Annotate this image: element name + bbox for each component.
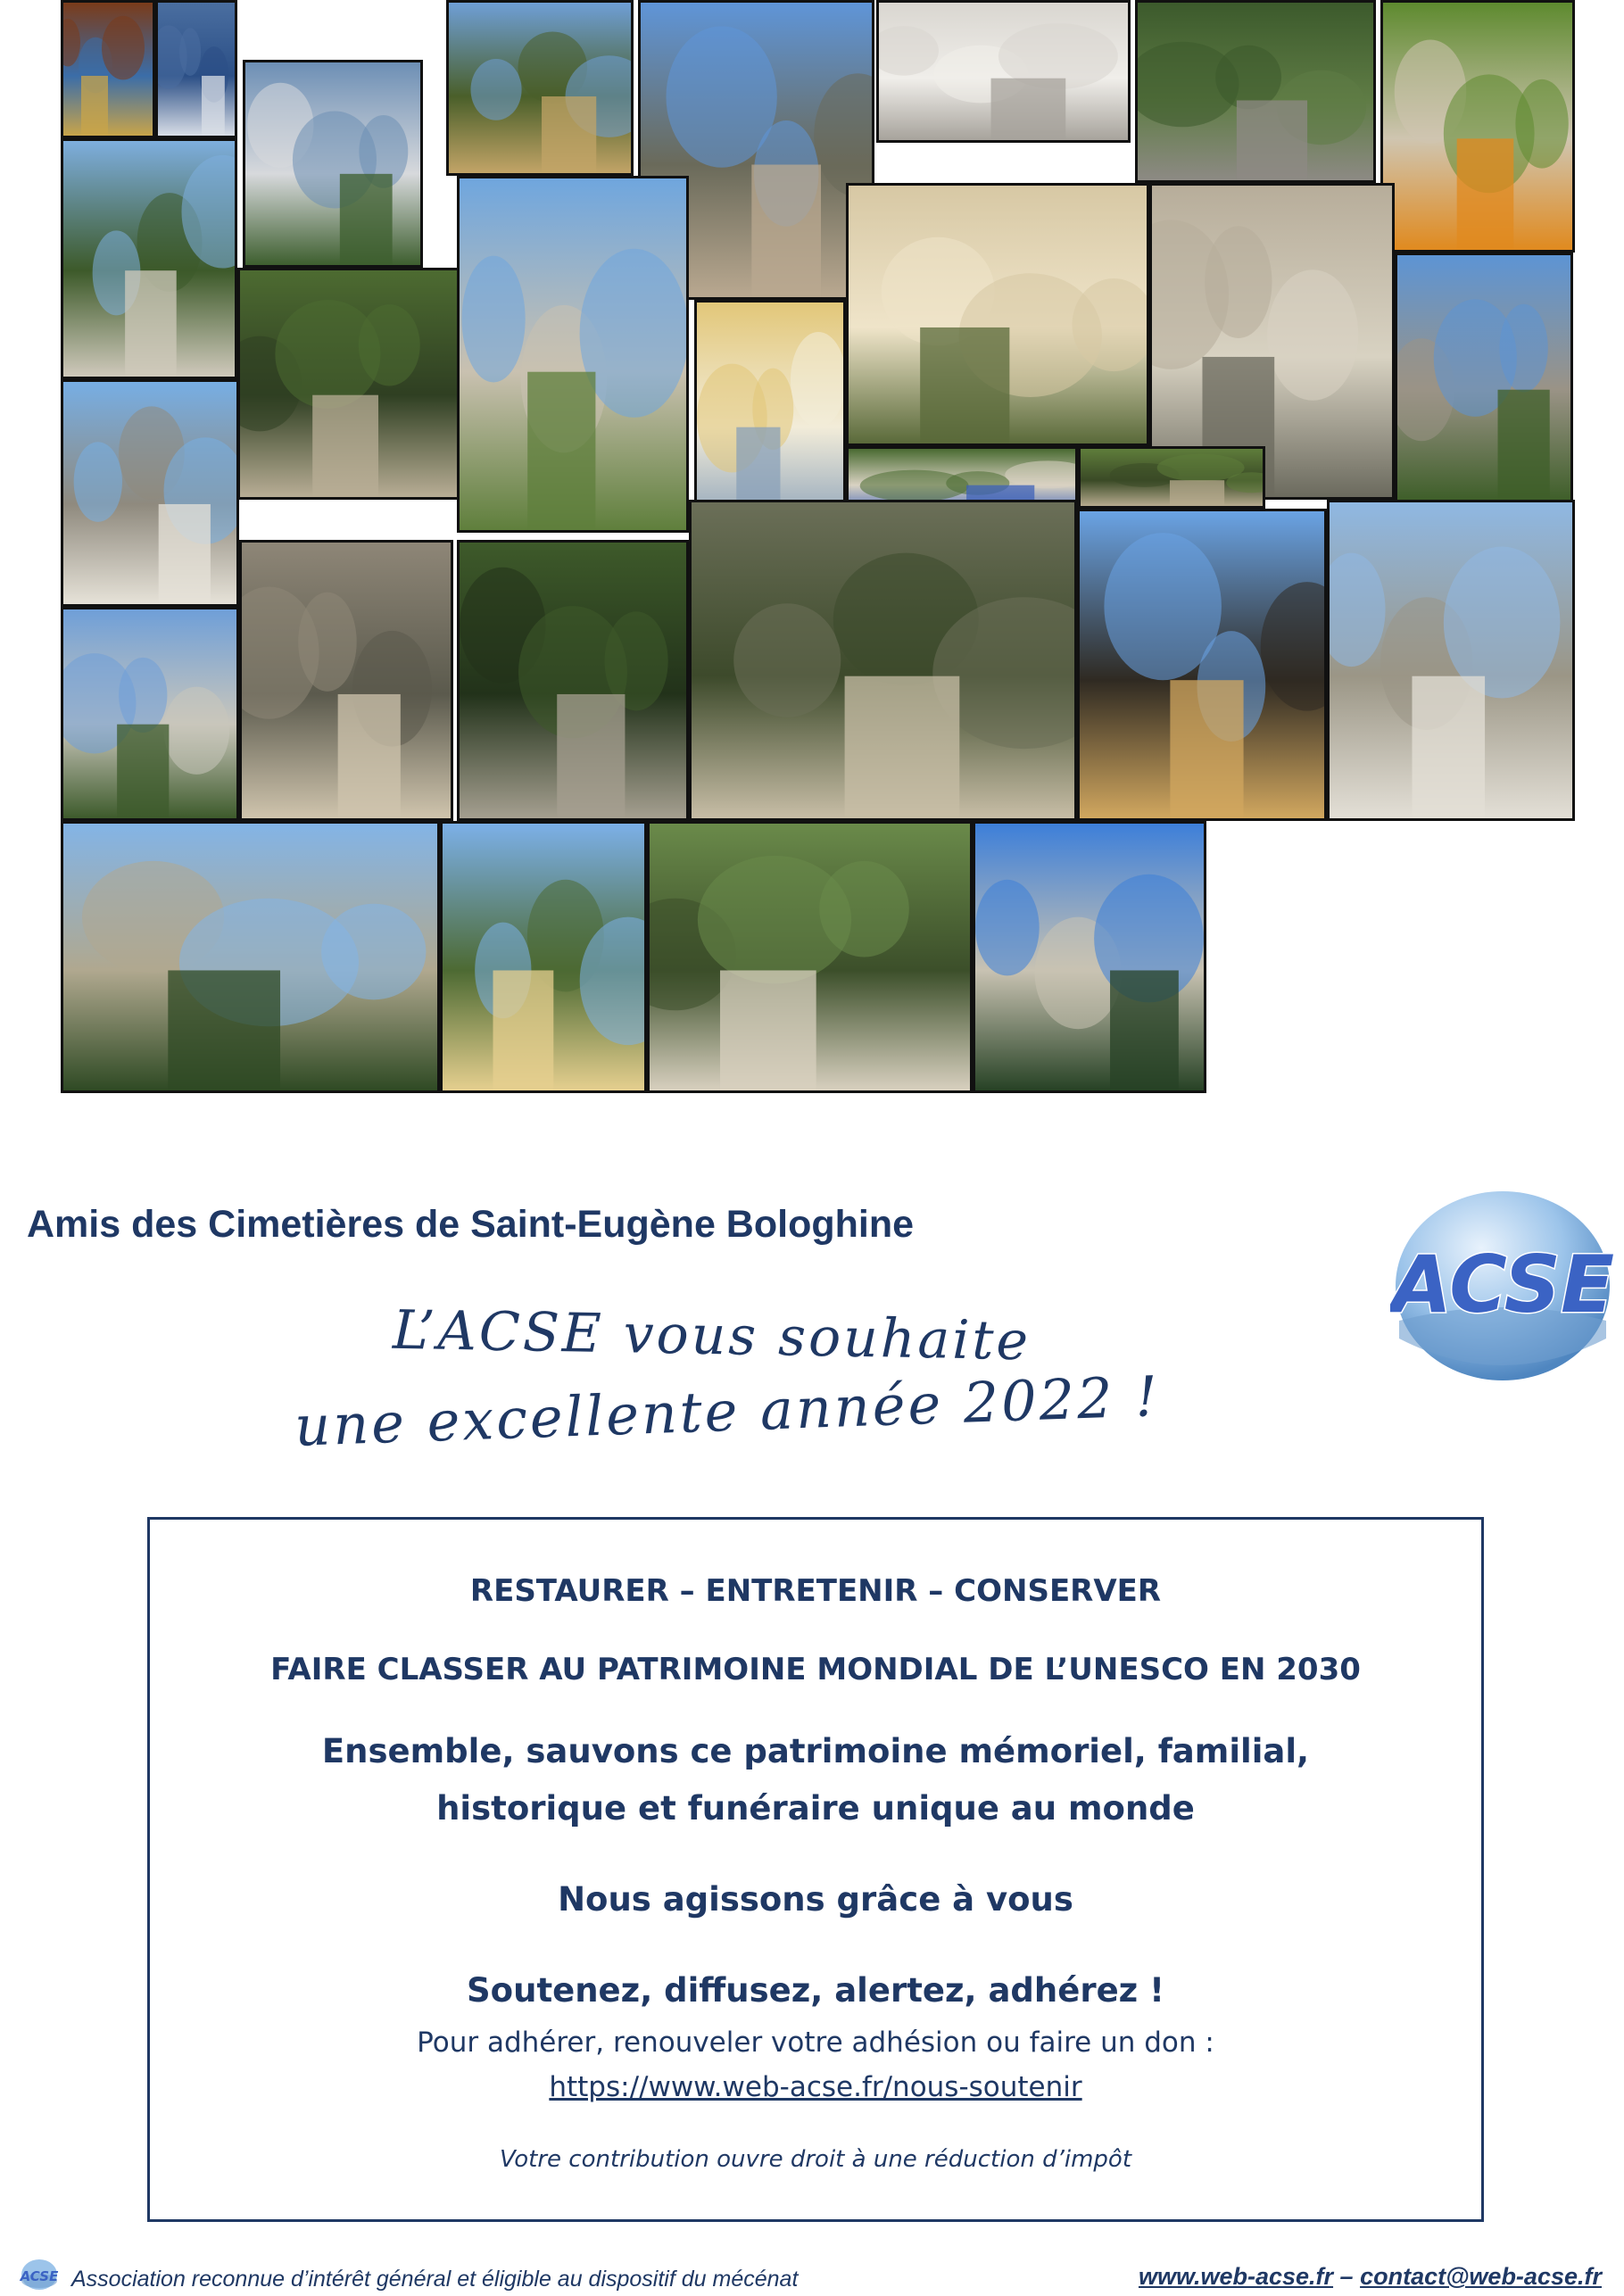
- photo-iron-gate-angel: [457, 176, 689, 533]
- photo-dense-graves: [457, 540, 689, 821]
- photo-cemetery-path: [846, 183, 1149, 446]
- photo-yellow-inscription: [694, 300, 846, 532]
- photo-cypress-hill: [61, 821, 440, 1093]
- photo-winged-angel: [1395, 253, 1573, 502]
- mission-unesco-goal: FAIRE CLASSER AU PATRIMOINE MONDIAL DE L’UNESCO EN 2030: [270, 1652, 1361, 1687]
- photo-overgrown-vault: [1135, 0, 1376, 183]
- mission-thanks: Nous agissons grâce à vous: [558, 1880, 1073, 1919]
- greeting-line-2: une excellente année 2022 !: [294, 1364, 1162, 1459]
- photo-domed-chapel: [1077, 509, 1327, 821]
- acse-logo: [1390, 1187, 1615, 1385]
- greeting-line-1: L’ACSE vous souhaite: [392, 1298, 1032, 1373]
- photo-carved-sarcophagus: [239, 540, 453, 821]
- photo-orange-tree: [1380, 0, 1575, 253]
- photo-large-tree: [61, 607, 239, 821]
- mission-join-instructions: Pour adhérer, renouveler votre adhésion ou faire un don :: [417, 2027, 1214, 2059]
- organization-title: Amis des Cimetières de Saint-Eugène Bologhine: [27, 1203, 914, 1246]
- footer-separator: –: [1333, 2263, 1361, 2290]
- mission-call-to-action: Soutenez, diffusez, alertez, adhérez !: [467, 1971, 1164, 2010]
- logo-text: ACSE: [1390, 1239, 1615, 1330]
- photo-shaded-stairs: [1078, 446, 1265, 509]
- photo-tiled-mausoleum: [243, 60, 423, 268]
- photo-moorish-pavilion: [440, 821, 647, 1093]
- photo-draped-tomb: [1327, 500, 1575, 821]
- support-link[interactable]: https://www.web-acse.fr/nous-soutenir: [549, 2071, 1082, 2103]
- svg-text:ACSE: ACSE: [20, 2268, 59, 2284]
- tax-note: Votre contribution ouvre droit à une réduction d’impôt: [499, 2146, 1132, 2173]
- photo-stone-crosses: [689, 500, 1077, 821]
- mission-motto: RESTAURER – ENTRETENIR – CONSERVER: [469, 1573, 1162, 1609]
- photo-walled-alley: [647, 821, 973, 1093]
- mission-box: [147, 1517, 1484, 2222]
- footer-logo-icon: [20, 2258, 59, 2292]
- mission-appeal-line-1: Ensemble, sauvons ce patrimoine mémoriel, familial,: [321, 1732, 1310, 1770]
- website-link[interactable]: www.web-acse.fr: [1138, 2263, 1334, 2290]
- photo-cemetery-panorama: [973, 821, 1206, 1093]
- email-link[interactable]: contact@web-acse.fr: [1360, 2263, 1602, 2290]
- photo-chapel-wall: [446, 0, 634, 176]
- footer-statement: Association reconnue d’intérêt général et éligible au dispositif du mécénat: [71, 2267, 799, 2292]
- photo-collage: [0, 0, 1624, 1107]
- mission-link-line: [150, 2071, 1481, 2103]
- photo-tomb-garden: [237, 268, 462, 500]
- photo-white-tomb: [876, 0, 1131, 143]
- photo-stained-glass-window: [61, 0, 155, 138]
- photo-white-mausoleum: [61, 379, 239, 607]
- mission-appeal-line-2: historique et funéraire unique au monde: [436, 1789, 1195, 1828]
- footer-contacts: [1139, 2263, 1602, 2291]
- photo-blue-tile-panel: [155, 0, 237, 138]
- photo-lion-monument: [61, 138, 237, 379]
